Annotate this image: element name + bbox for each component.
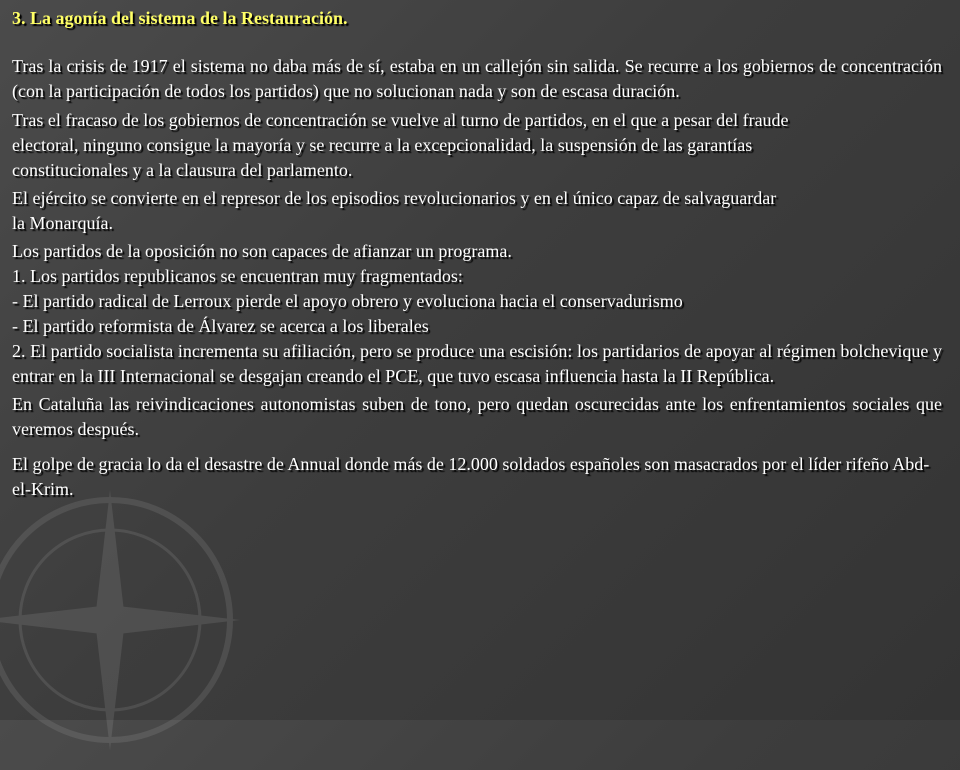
slide-title: 3. La agonía del sistema de la Restauración. (12, 8, 348, 28)
paragraph-line: Los partidos de la oposición no son capaces de afianzar un programa. (12, 241, 512, 261)
list-item: - El partido reformista de Álvarez se acerca a los liberales (12, 316, 429, 336)
slide-body (12, 54, 942, 506)
paragraph-annual: El golpe de gracia lo da el desastre de Annual donde más de 12.000 soldados españoles son masacrados por el líder rifeño Abd-el-Krim. (12, 454, 930, 499)
paragraph-line: Tras el fracaso de los gobiernos de concentración se vuelve al turno de partidos, en el que a pesar del fraude (12, 110, 789, 130)
paragraph-crisis-1917: Tras la crisis de 1917 el sistema no daba más de sí, estaba en un callejón sin salida. Se recurre a los gobiernos de concentración (con la participación de todos los partidos) que no solucionan nada y son de escasa duración. (12, 56, 942, 101)
list-item: 1. Los partidos republicanos se encuentran muy fragmentados: (12, 266, 463, 286)
list-item: - El partido radical de Lerroux pierde el apoyo obrero y evoluciona hacia el conservadurismo (12, 291, 683, 311)
paragraph-cataluna: En Cataluña las reivindicaciones autonomistas suben de tono, pero quedan oscurecidas ante los enfrentamientos sociales que veremos después. (12, 394, 942, 439)
paragraph-line: constitucionales y a la clausura del parlamento. (12, 160, 353, 180)
paragraph-ejercito (12, 186, 942, 236)
compass-rose-watermark-icon (0, 470, 260, 770)
paragraph-line: la Monarquía. (12, 213, 113, 233)
paragraph-fracaso-gobiernos (12, 108, 942, 183)
list-item: 2. El partido socialista incrementa su afiliación, pero se produce una escisión: los partidarios de apoyar al régimen bolchevique y entrar en la III Internacional se desgajan creando el PCE, que tuvo escasa influencia hasta la II República. (12, 341, 942, 386)
paragraph-line: El ejército se convierte en el represor de los episodios revolucionarios y en el único capaz de salvaguardar (12, 188, 777, 208)
paragraph-line: electoral, ninguno consigue la mayoría y se recurre a la excepcionalidad, la suspensión de las garantías (12, 135, 753, 155)
paragraph-oposicion (12, 239, 942, 389)
